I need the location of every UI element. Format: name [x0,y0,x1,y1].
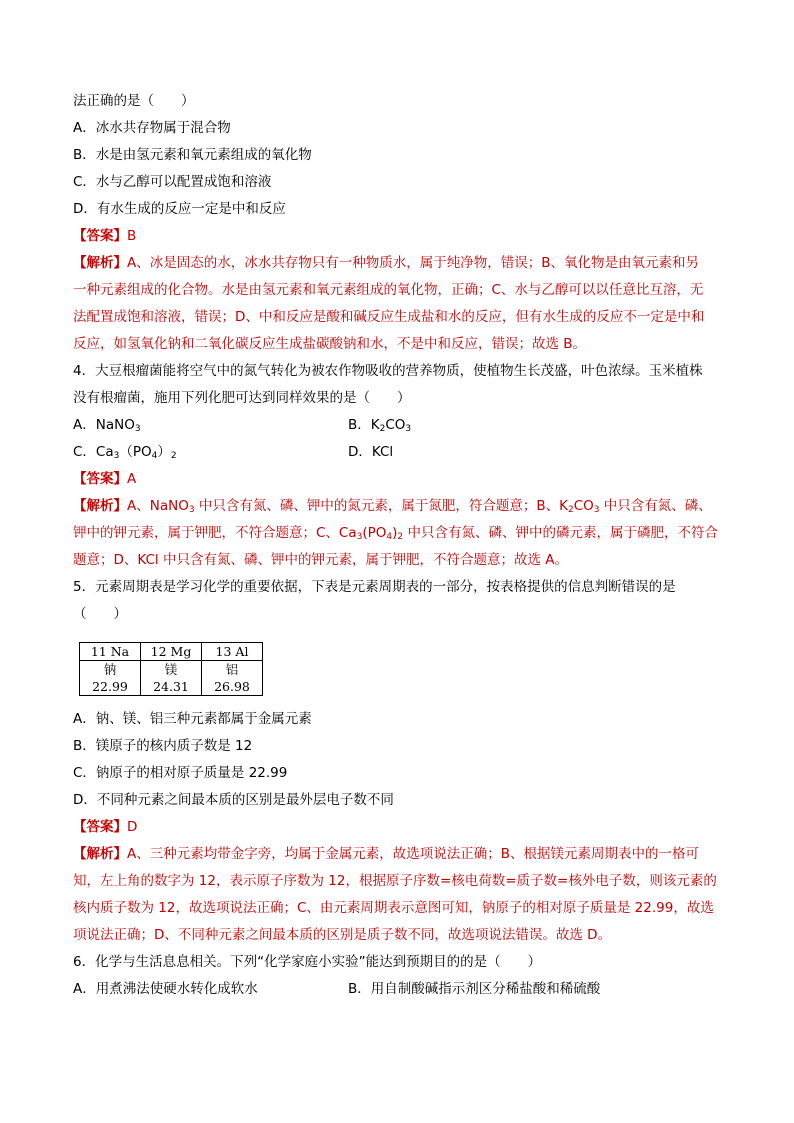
subscript: 3 [593,505,600,515]
subscript: 3 [405,424,412,434]
subscript: 3 [188,505,195,515]
q3-analysis-line-2: 一种元素组成的化合物。水是由氢元素和氧元素组成的氧化物，正确；C、水与乙醇可以以任意比互溶，无 [73,282,704,298]
q4-option-b [348,412,623,439]
q5-stem-line-2: （ ） [73,606,127,622]
analysis-text: (PO [362,525,387,541]
q5-analysis-line-3: 核内质子数为 12，故选项说法正确；C、由元素周期表示意图可知，钠原子的相对原子质量是 22.99，故选 [73,900,714,916]
q6-option-a: A．用煮沸法使硬水转化成软水 [73,981,258,997]
q5-option-a: A．钠、镁、铝三种元素都属于金属元素 [73,711,312,727]
answer-value: A [127,471,137,487]
q5-option-b: B．镁原子的核内质子数是 12 [73,738,253,754]
subscript: 2 [567,505,574,515]
q5-option-d: D．不同种元素之间最本质的区别是最外层电子数不同 [73,792,394,808]
element-mass: 24.31 [141,678,202,696]
q6-stem: 6．化学与生活息息相关。下列“化学家庭小实验”能达到预期目的的是（ ） [73,954,542,970]
subscript: 2 [397,532,404,542]
answer-tag: 【答案】 [73,228,127,244]
q4-stem-line-2: 没有根瘤菌，施用下列化肥可达到同样效果的是（ ） [73,390,411,406]
analysis-text: A、NaNO [127,498,189,514]
analysis-tag: 【解析】 [73,846,127,862]
analysis-tag: 【解析】 [73,255,127,271]
q3-analysis-line-4: 反应，如氢氧化钠和二氧化碳反应生成盐碳酸钠和水，不是中和反应，错误；故选 B。 [73,336,587,352]
subscript: 2 [170,451,177,461]
q4-option-d: D．KCl [348,444,394,460]
formula-text: CO [385,417,406,433]
answer-value: D [127,819,138,835]
subscript: 3 [356,532,363,542]
q6-option-b: B．用自制酸碱指示剂区分稀盐酸和稀硫酸 [348,981,601,997]
q3-option-b: B．水是由氢元素和氧元素组成的氧化物 [73,147,312,163]
element-number-symbol: 11 Na [80,643,141,661]
analysis-text: 中只含有氮、磷、钾中的磷元素，属于磷肥，不符合 [403,525,718,541]
q4-option-a [73,412,348,439]
q3-answer [73,223,723,250]
periodic-table-excerpt [79,642,263,696]
table-row [80,661,263,679]
q4-stem-line-1: 4．大豆根瘤菌能将空气中的氮气转化为被农作物吸收的营养物质，使植物生长茂盛，叶色浓绿。玉米植株 [73,363,703,379]
q5-answer [73,814,723,841]
formula-text: B．K [348,417,380,433]
table-row [80,643,263,661]
subscript: 2 [379,424,386,434]
q3-analysis-line-1 [73,250,723,277]
analysis-text: 中只含有氮、磷、钾中的氮元素，属于氮肥，符合题意；B、K [194,498,568,514]
element-mass: 22.99 [80,678,141,696]
q6-options-row-1 [73,976,723,1003]
q5-analysis-line-4: 项说法正确；D、不同种元素之间最本质的区别是质子数不同，故选项说法错误。故选 D。 [73,927,612,943]
q3-option-c: C．水与乙醇可以配置成饱和溶液 [73,174,272,190]
element-name: 钠 [80,661,141,679]
subscript: 4 [386,532,393,542]
analysis-text: 钾中的钾元素，属于钾肥，不符合题意；C、Ca [73,525,357,541]
subscript: 3 [134,424,141,434]
formula-text: C．Ca [73,444,114,460]
q3-option-d: D．有水生成的反应一定是中和反应 [73,201,286,217]
subscript: 3 [113,451,120,461]
q4-options-row-1 [73,412,723,439]
formula-text: ） [157,444,171,460]
element-number-symbol: 12 Mg [141,643,202,661]
q3-analysis-line-3: 法配置成饱和溶液，错误；D、中和反应是酸和碱反应生成盐和水的反应，但有水生成的反应不一定是中和 [73,309,705,325]
analysis-text: A、三种元素均带金字旁，均属于金属元素，故选项说法正确；B、根据镁元素周期表中的一格可 [127,846,699,862]
answer-value: B [127,228,137,244]
q4-option-c [73,439,348,466]
q5-analysis-line-1 [73,841,723,868]
q4-analysis-line-2 [73,520,723,547]
q5-analysis-line-2: 知，左上角的数字为 12，表示原子序数为 12，根据原子序数=核电荷数=质子数=核外电子数，则该元素的 [73,873,717,889]
q3-option-a: A．冰水共存物属于混合物 [73,120,231,136]
subscript: 4 [151,451,158,461]
q4-analysis-line-3: 题意；D、KCl 中只含有氮、磷、钾中的钾元素，属于钾肥，不符合题意；故选 A。 [73,552,569,568]
element-name: 镁 [141,661,202,679]
q3-stem-tail: 法正确的是（ ） [73,93,195,109]
analysis-text: A、冰是固态的水，冰水共存物只有一种物质水，属于纯净物，错误；B、氧化物是由氧元素和另 [127,255,699,271]
analysis-tag: 【解析】 [73,498,127,514]
q4-analysis-line-1 [73,493,723,520]
q4-answer [73,466,723,493]
table-row [80,678,263,696]
analysis-text: ) [392,525,398,541]
q4-options-row-2 [73,439,723,466]
formula-text: （PO [119,444,152,460]
q5-stem-line-1: 5．元素周期表是学习化学的重要依据，下表是元素周期表的一部分，按表格提供的信息判断错误的是 [73,579,676,595]
element-number-symbol: 13 Al [202,643,263,661]
formula-text: A．NaNO [73,417,135,433]
answer-tag: 【答案】 [73,819,127,835]
element-name: 铝 [202,661,263,679]
q5-option-c: C．钠原子的相对原子质量是 22.99 [73,765,288,781]
element-mass: 26.98 [202,678,263,696]
document-page [73,88,723,1003]
analysis-text: CO [573,498,594,514]
answer-tag: 【答案】 [73,471,127,487]
analysis-text: 中只含有氮、磷、 [599,498,712,514]
